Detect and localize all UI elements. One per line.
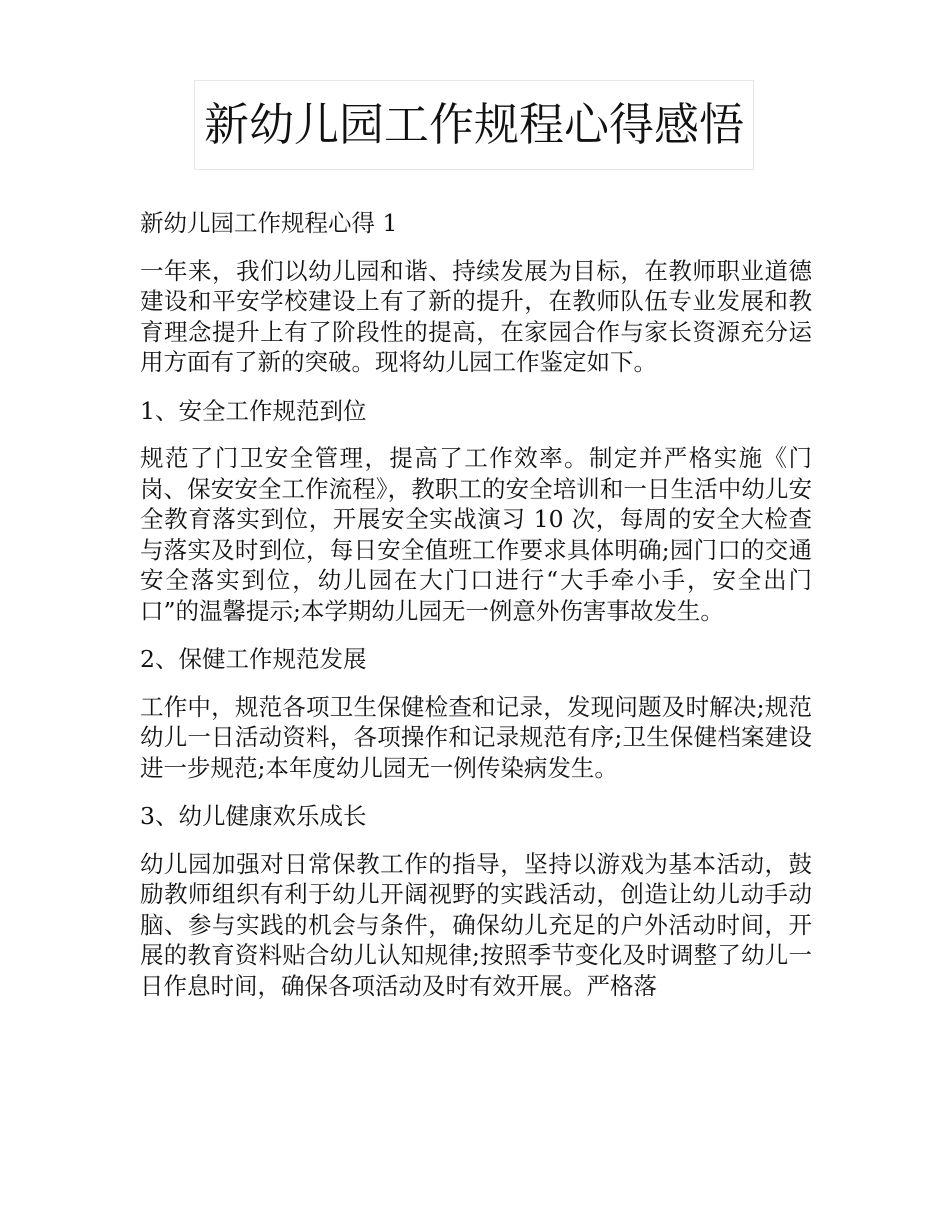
section-heading-growth: 3、幼儿健康欢乐成长 xyxy=(140,802,367,830)
page-title: 新幼儿园工作规程心得感悟 xyxy=(203,98,744,151)
paragraph-growth: 幼儿园加强对日常保教工作的指导，坚持以游戏为基本活动，鼓励教师组织有利于幼儿开阔视野的实践活动，创造让幼儿动手动脑、参与实践的机会与条件，确保幼儿充足的户外活动时间，开展的教育资料贴合幼儿认知规律;按照季节变化及时调整了幼儿一日作息时间，确保各项活动及时有效开展。严格落 xyxy=(140,849,812,1000)
title-box xyxy=(194,80,754,170)
section-heading-safety: 1、安全工作规范到位 xyxy=(140,396,367,425)
document-body xyxy=(140,208,812,1019)
paragraph-health: 工作中，规范各项卫生保健检查和记录，发现问题及时解决;规范幼儿一日活动资料，各项操作和记录规范有序;卫生保健档案建设进一步规范;本年度幼儿园无一例传染病发生。 xyxy=(140,692,812,782)
section-heading-health: 2、保健工作规范发展 xyxy=(140,645,367,673)
paragraph-intro: 一年来，我们以幼儿园和谐、持续发展为目标，在教师职业道德建设和平安学校建设上有了新的提升，在教师队伍专业发展和教育理念提升上有了阶段性的提高，在家园合作与家长资源充分运用方面有了新的突破。现将幼儿园工作鉴定如下。 xyxy=(140,256,812,376)
section-heading-main: 新幼儿园工作规程心得 1 xyxy=(140,209,398,237)
paragraph-safety: 规范了门卫安全管理，提高了工作效率。制定并严格实施《门岗、保安安全工作流程》，教职工的安全培训和一日生活中幼儿安全教育落实到位，开展安全实战演习 10 次，每周的安全大检查与落实及时到位，每日安全值班工作要求具体明确;园门口的交通安全落实到位，幼儿园在大门口进行“大手牵小手，安全出门口”的温馨提示;本学期幼儿园无一例意外伤害事故发生。 xyxy=(140,444,812,625)
